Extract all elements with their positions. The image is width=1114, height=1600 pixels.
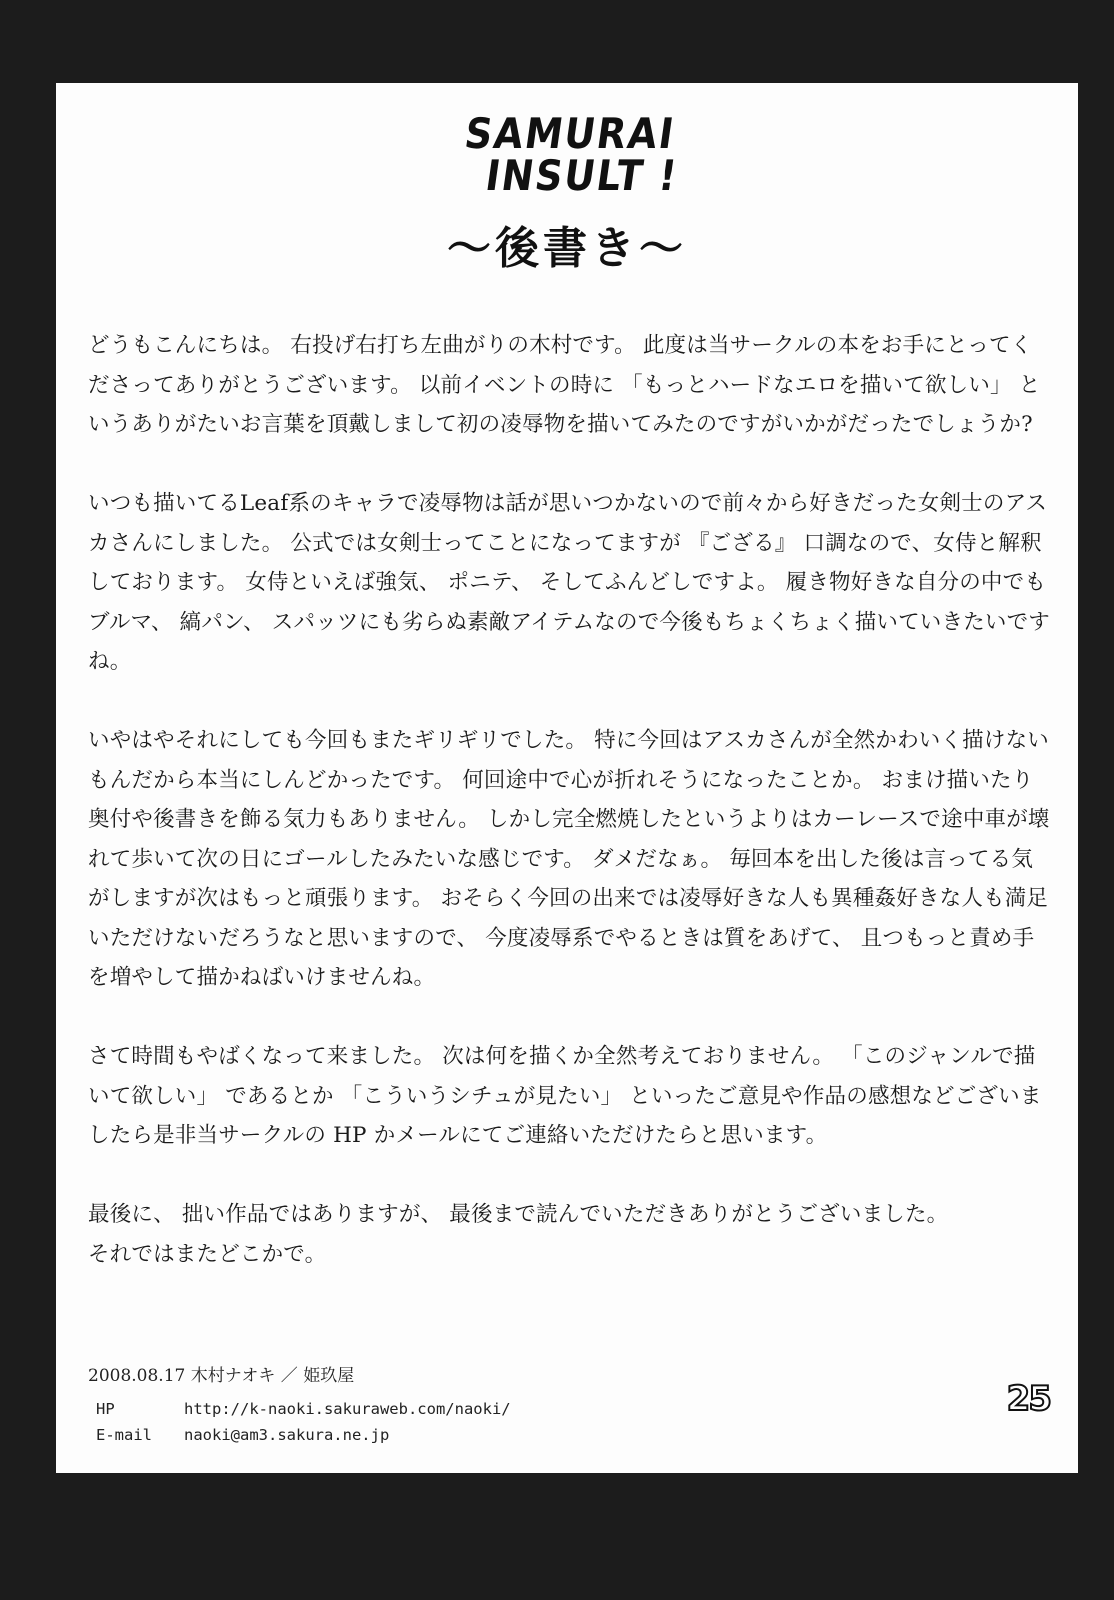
page-number: 25 [1006, 1379, 1050, 1419]
afterword-heading: ～後書き～ [447, 223, 687, 274]
email-address: naoki@am3.sakura.ne.jp [184, 1426, 390, 1444]
hp-url: http://k-naoki.sakuraweb.com/naoki/ [184, 1400, 511, 1418]
colophon [88, 1361, 511, 1448]
paragraph-3: いやはやそれにしても今回もまたギリギリでした。 特に今回はアスカさんが全然かわいく描けないもんだから本当にしんどかったです。 何回途中で心が折れそうになったことか。 おまけ描いたり奥付や後書きを飾る気力もありません。 しかし完全燃焼したというよりはカーレースで途中車が壊れて歩いて次の日にゴールしたみたいな感じです。 ダメだなぁ。 毎回本を出した後は言ってる気がしますが次はもっと頑張ります。 おそらく今回の出来では凌辱好きな人も異種姦好きな人も満足いただけないだろうなと思いますので、 今度凌辱系でやるときは質をあげて、 且つもっと責め手を増やして描かねばいけませんね。 [88, 728, 1050, 990]
email-label: E-mail [96, 1426, 152, 1444]
hp-label: HP [96, 1400, 115, 1418]
paragraph-1: どうもこんにちは。 右投げ右打ち左曲がりの木村です。 此度は当サークルの本をお手にとってくださってありがとうございます。 以前イベントの時に 「もっとハードなエロを描いて欲しい」 というありがたいお言葉を頂戴しまして初の凌辱物を描いてみたのですがいかがだったでしょうか? [88, 333, 1041, 437]
hp-row [96, 1396, 511, 1422]
paragraph-2: いつも描いてるLeaf系のキャラで凌辱物は話が思いつかないので前々から好きだった女剣士のアスカさんにしました。 公式では女剣士ってことになってますが 『ござる』 口調なので、女侍と解釈しております。 女侍といえば強気、 ポニテ、 そしてふんどしですよ。 履き物好きな自分の中でもブルマ、 縞パン、 スパッツにも劣らぬ素敵アイテムなので今後もちょくちょく描いていきたいですね。 [88, 491, 1050, 674]
title-block [56, 109, 1078, 274]
contact-info [96, 1396, 511, 1448]
afterword-body [88, 326, 1054, 1314]
email-row [96, 1422, 511, 1448]
paragraph-4: さて時間もやばくなって来ました。 次は何を描くか全然考えておりません。 「このジャンルで描いて欲しい」 であるとか 「こういうシチュが見たい」 といったご意見や作品の感想などございましたら是非当サークルの HP かメールにてご連絡いただけたらと思います。 [88, 1044, 1042, 1148]
signature-line: 2008.08.17 木村ナオキ ／ 姫玖屋 [88, 1366, 355, 1386]
title-logo-line1: SAMURAI [461, 109, 679, 158]
title-logo-line2: INSULT ! [482, 151, 682, 200]
title-logo [101, 109, 1033, 200]
paragraph-5: 最後に、 拙い作品ではありますが、 最後まで読んでいただきありがとうございました。 それではまたどこかで。 [88, 1202, 949, 1267]
document-page [56, 83, 1078, 1473]
